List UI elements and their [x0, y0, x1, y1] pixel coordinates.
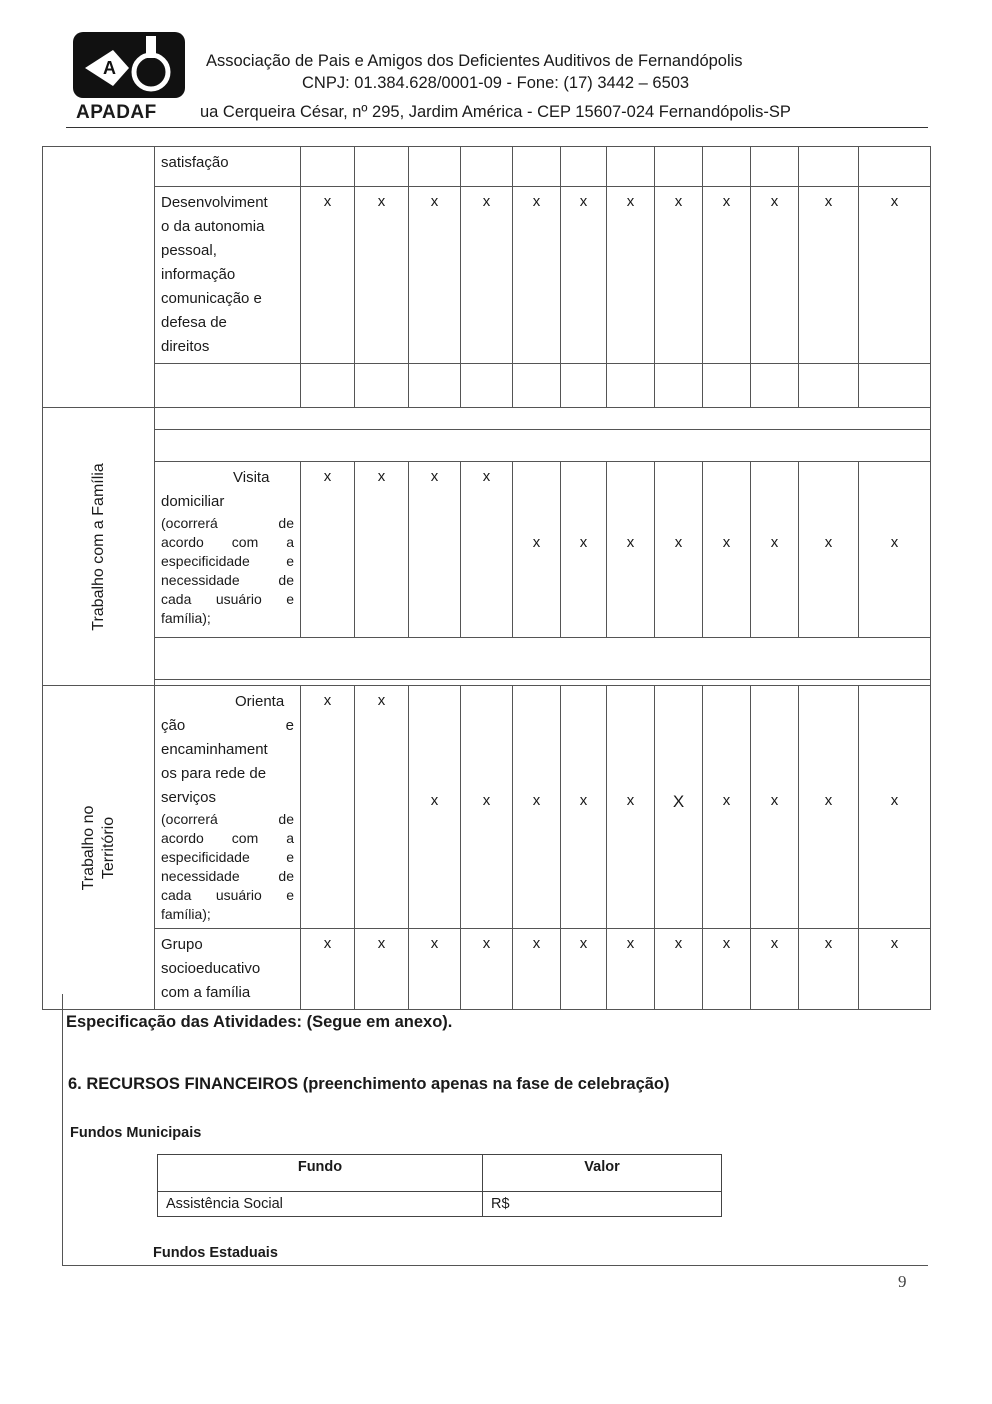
mark-cell: x [461, 187, 513, 364]
spec-text: Especificação das Atividades: (Segue em anexo). [66, 1013, 453, 1031]
activities-table [42, 146, 931, 1010]
mark-cell: x [355, 686, 409, 929]
activity-grupo-socioeducativo: Grupo socioeducativo com a família [155, 929, 301, 1010]
mark-cell: x [561, 929, 607, 1010]
mark-cell: x [751, 929, 799, 1010]
mark-cell: X [655, 686, 703, 929]
frame-left [62, 994, 63, 1266]
col-valor-header: Valor [483, 1155, 722, 1192]
col-fundo-header: Fundo [158, 1155, 483, 1192]
letterhead [70, 28, 930, 128]
mark-cell: x [355, 187, 409, 364]
frame-bottom [62, 1265, 928, 1266]
apadaf-logo-icon [73, 32, 185, 98]
logo-text: APADAF [76, 102, 157, 123]
area-territorio: Trabalho no Território [43, 686, 155, 1010]
table-row [43, 686, 931, 929]
mark-cell: x [461, 686, 513, 929]
mark-cell: x [355, 462, 409, 638]
mark-cell: x [655, 187, 703, 364]
mark-cell: x [703, 462, 751, 638]
fundos-estaduais-heading: Fundos Estaduais [153, 1245, 278, 1261]
org-name: Associação de Pais e Amigos dos Deficientes Auditivos de Fernandópolis [206, 52, 743, 70]
cnpj-line: CNPJ: 01.384.628/0001-09 - Fone: (17) 3442 – 6503 [302, 74, 690, 92]
mark-cell: x [703, 686, 751, 929]
mark-cell: x [513, 929, 561, 1010]
mark-cell: x [513, 187, 561, 364]
mark-cell: x [799, 686, 859, 929]
mark-cell: x [607, 686, 655, 929]
mark-cell: x [799, 187, 859, 364]
mark-cell: x [607, 929, 655, 1010]
area-familia: Trabalho com a Família [43, 408, 155, 686]
activity-autonomia: Desenvolviment o da autonomia pessoal, informação comunicação e defesa de direitos [155, 187, 301, 364]
mark-cell: x [751, 187, 799, 364]
table-row [43, 364, 931, 408]
mark-cell: x [301, 187, 355, 364]
table-row [43, 638, 931, 680]
mark-cell: x [409, 686, 461, 929]
mark-cell: x [355, 929, 409, 1010]
mark-cell: x [461, 929, 513, 1010]
fundos-table [157, 1154, 722, 1217]
svg-text:A: A [103, 58, 116, 78]
mark-cell: x [751, 462, 799, 638]
mark-cell: x [751, 686, 799, 929]
mark-cell: x [607, 462, 655, 638]
mark-cell: x [859, 686, 931, 929]
table-row [158, 1192, 722, 1217]
fundo-cell: Assistência Social [158, 1192, 483, 1217]
mark-cell: x [513, 462, 561, 638]
activity-visita-domiciliar: Visita domiciliar (ocorrerá de acordo com a especificidade e necessidade de cada usuário e família); [155, 462, 301, 638]
mark-cell: x [799, 462, 859, 638]
area-cell-previous [43, 147, 155, 408]
mark-cell: x [859, 462, 931, 638]
mark-cell: x [859, 187, 931, 364]
table-row [43, 462, 931, 638]
mark-cell: x [561, 187, 607, 364]
mark-cell: x [607, 187, 655, 364]
mark-cell: x [703, 929, 751, 1010]
mark-cell: x [409, 462, 461, 638]
mark-cell: x [561, 462, 607, 638]
address-line: ua Cerqueira César, nº 295, Jardim América - CEP 15607-024 Fernandópolis-SP [200, 103, 791, 121]
page-number: 9 [898, 1272, 907, 1291]
mark-cell: x [655, 462, 703, 638]
table-row [43, 187, 931, 364]
mark-cell: x [513, 686, 561, 929]
activity-orientacao: Orienta ção e encaminhament os para rede de serviços (ocorrerá de acordo com a especificidade e necessidade de cada usuário e família); [155, 686, 301, 929]
mark-cell: x [859, 929, 931, 1010]
activity-satisfacao: satisfação [155, 147, 301, 187]
mark-cell: x [301, 929, 355, 1010]
mark-cell: x [409, 187, 461, 364]
table-row [43, 430, 931, 462]
mark-cell: x [461, 462, 513, 638]
table-row [43, 929, 931, 1010]
mark-cell: x [799, 929, 859, 1010]
section-6-title: 6. RECURSOS FINANCEIROS (preenchimento apenas na fase de celebração) [68, 1075, 670, 1093]
mark-cell: x [301, 462, 355, 638]
header-rule [66, 127, 928, 128]
table-row [43, 408, 931, 430]
mark-cell: x [409, 929, 461, 1010]
fundos-municipais-heading: Fundos Municipais [70, 1125, 202, 1141]
valor-cell: R$ [483, 1192, 722, 1217]
mark-cell: x [301, 686, 355, 929]
mark-cell: x [703, 187, 751, 364]
table-row [43, 147, 931, 187]
mark-cell: x [655, 929, 703, 1010]
table-row [158, 1155, 722, 1192]
mark-cell: x [561, 686, 607, 929]
